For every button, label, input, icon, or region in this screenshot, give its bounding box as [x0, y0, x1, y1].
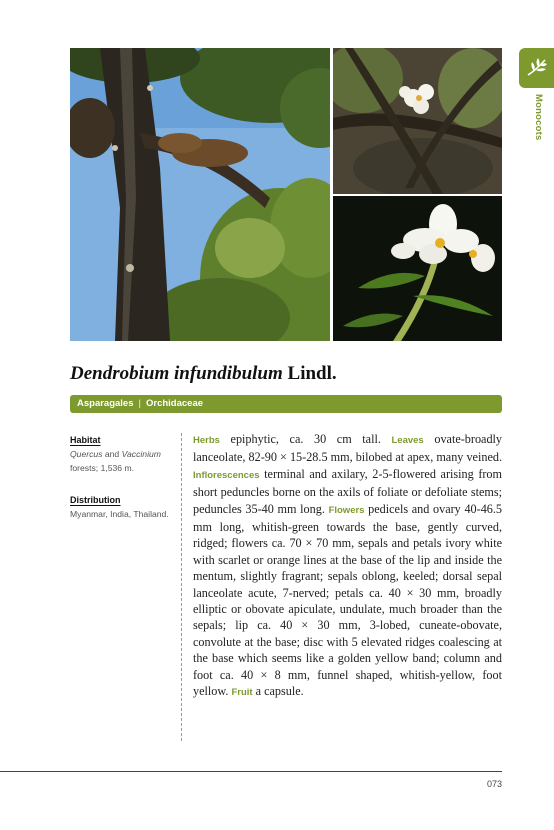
- habitat-rest: forests; 1,536 m.: [70, 463, 135, 473]
- habitat-heading: Habitat: [70, 435, 101, 445]
- taxonomy-bar: [70, 395, 502, 413]
- footer-rule: [0, 771, 502, 772]
- branch-flowers-photo: [333, 48, 502, 194]
- leaves-text: ovate-broadly lanceolate, 82-90 × 15-28.5 mm, bilobed at apex, many veined.: [193, 432, 503, 465]
- distribution-block: [70, 493, 176, 521]
- inflorescences-label: Inflorescences: [193, 469, 260, 481]
- orchid-closeup-photo: [333, 196, 502, 341]
- inflorescences-text: terminal and axilary, 2-5-flowered arising from short peduncles borne on the axils of foliate or defoliate stems; peduncles 35-40 mm long.: [193, 466, 503, 516]
- column-divider: [181, 433, 182, 741]
- leaf-sprig-icon: [526, 56, 548, 78]
- species-author: Lindl.: [287, 363, 337, 384]
- taxon-order: Asparagales: [77, 398, 134, 409]
- species-description: [193, 431, 502, 702]
- species-title: [70, 363, 510, 385]
- herbs-label: Herbs: [193, 435, 220, 446]
- fruit-label: Fruit: [231, 687, 253, 699]
- herbs-text: epiphytic, ca. 30 cm tall.: [230, 432, 381, 446]
- distribution-heading: Distribution: [70, 495, 121, 505]
- fruit-text: a capsule.: [255, 684, 304, 699]
- habitat-text: [70, 447, 176, 475]
- flowers-label: Flowers: [328, 504, 365, 516]
- habitat-genus-1: Quercus: [70, 449, 103, 459]
- taxon-family: Orchidaceae: [145, 398, 204, 409]
- leaves-label: Leaves: [391, 435, 424, 446]
- habitat-and: and: [104, 449, 120, 459]
- species-name: Dendrobium infundibulum: [70, 363, 283, 384]
- page-number: 073: [486, 779, 502, 789]
- taxon-separator: |: [138, 398, 141, 409]
- flowers-text: pedicels and ovary 40-46.5 mm long, whitish-green towards the base, gently curved, ridged; flowers ca. 70 × 70 mm, sepals and petals ivory white with scarlet or orange lines at the base of the lip and inside the mentum, slightly fragrant; sepals oblong, keeled; dorsal sepal lanceolate acute, 7-nerved; petals ca. 40 × 30 mm, broadly elliptic or obovate apiculate, undulate, much broader than the sepals; lip ca. 40 × 30 mm, 3-lobed, cuneate-obovate, convolute at the base; disc with 5 elevated ridges coalescing at the base which seems like a golden yellow band; column and foot ca. 40 × 8 mm, funnel shaped, whitish-yellow, foot yellow.: [193, 501, 503, 699]
- habitat-block: [70, 433, 176, 475]
- section-label: Monocots: [533, 94, 544, 141]
- section-tab[interactable]: [519, 48, 554, 88]
- distribution-text: Myanmar, India, Thailand.: [70, 509, 169, 519]
- habitat-genus-2: Vaccinium: [121, 449, 161, 459]
- info-sidebar: [70, 433, 176, 539]
- tree-habitat-photo: [70, 48, 330, 341]
